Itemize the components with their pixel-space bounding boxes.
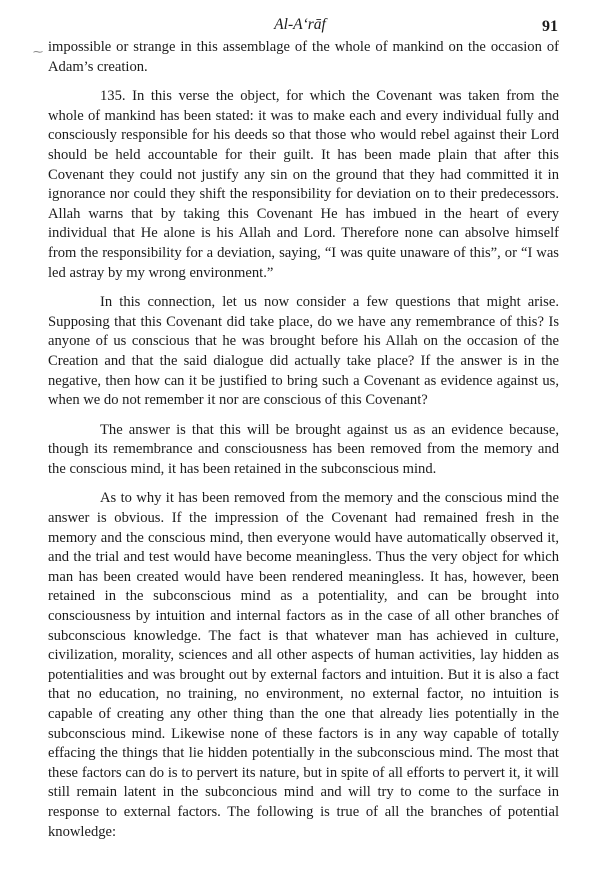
paragraph-questions: In this connection, let us now consider a few questions that might arise. Supposing that this Covenant did take place, do we have any remembrance of this? Is anyone of us conscious that he was brought before his Allah on the occasion of the Creation and that the said dialogue did actually take place? If the answer is in the negative, then how can it be justified to bring such a Covenant as evidence against us, when we do not remember it nor are conscious of this Covenant?: [48, 294, 559, 409]
running-title: Al-A‘rāf: [274, 16, 326, 33]
scan-mark: ⁓: [33, 47, 43, 58]
page-body: [48, 38, 559, 852]
paragraph-continuation: impossible or strange in this assemblage of the whole of mankind on the occasion of Adam’s creation.: [48, 39, 559, 75]
paragraph-explanation: As to why it has been removed from the memory and the conscious mind the answer is obvious. If the impression of the Covenant had remained fresh in the memory and the conscious mind, then everyone would have automatically observed it, and the trial and test would have become meaningless. Thus the very object for which man has been created would have been rendered meaningless. It has, however, been retained in the subconscious mind as a potentiality, and can be brought into consciousness by intuition and internal factors as in the case of all other branches of subconscious knowledge. The fact is that whatever man has achieved in culture, civilization, morality, sciences and all other aspects of human activities, lay hidden as potentialities and was brought out by external factors and intuition. But it is also a fact that no education, no training, no environment, no external factor, no intuition is capable of creating any other thing than the one that already lies potentially in the subconscious mind. Likewise none of these factors is in any way capable of totally effacing the things that lie hidden potentially in the subconscious mind. The most that these factors can do is to pervert its nature, but in spite of all efforts to pervert it, it will still remain latent in the subconcious mind and will try to come to the surface in response to external factors. The following is true of all the branches of potential knowledge:: [48, 490, 559, 840]
paragraph-note-135: 135. In this verse the object, for which the Covenant was taken from the whole of mankind has been stated: it was to make each and every individual fully and consciously responsible for his deeds so that those who would rebel against their Lord should be held accountable for their guilt. It has been made plain that after this Covenant they could not justify any sin on the ground that they had committed it in ignorance nor could they shift the responsibility for deviation on to their predecessors. Allah warns that by taking this Covenant He has imbued in the heart of every individual that He alone is his Allah and Lord. Therefore none can absolve himself from the responsibility for a deviation, saying, “I was quite unaware of this”, or “I was led astray by my wrong environment.”: [48, 88, 559, 281]
paragraph-answer: The answer is that this will be brought against us as an evidence because, though its remembrance and consciousness has been removed from the memory and the conscious mind, it has been retained in the subconscious mind.: [48, 421, 559, 477]
page-number: 91: [542, 18, 558, 35]
page-header: [0, 14, 600, 36]
